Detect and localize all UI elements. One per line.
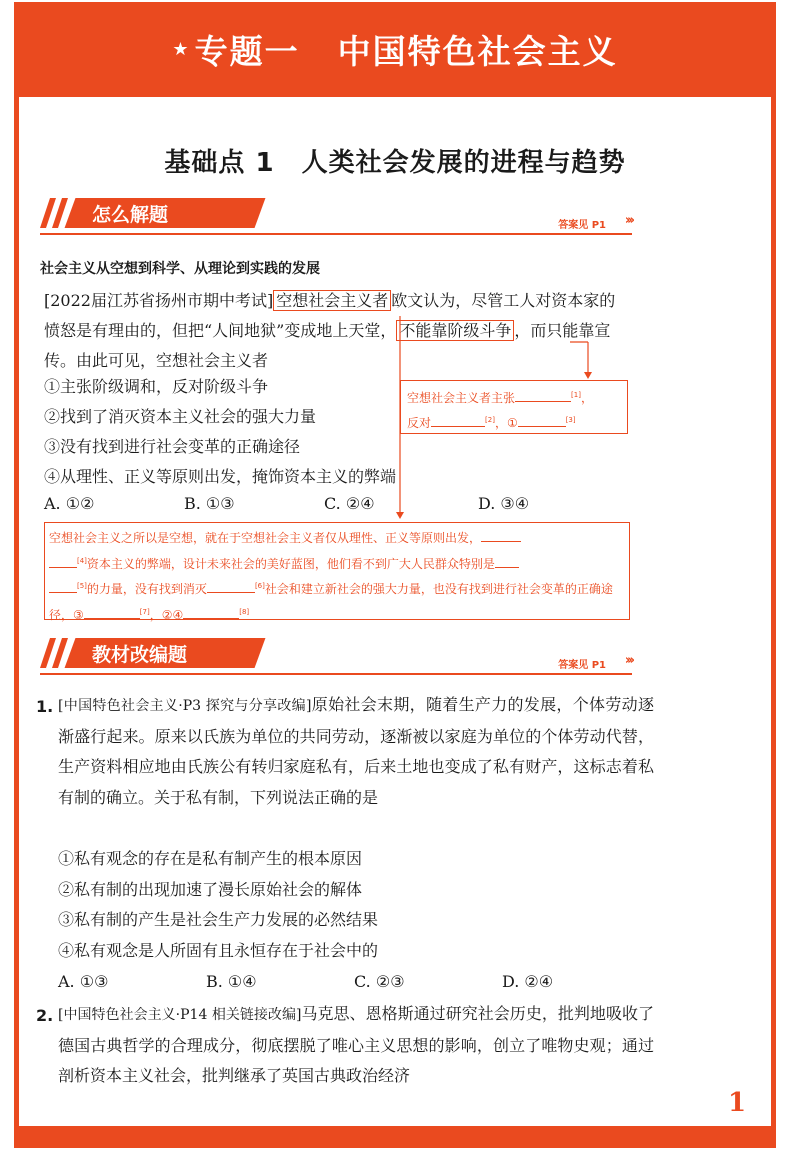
arrows-icon: ››› — [624, 213, 632, 228]
question-source: [中国特色社会主义·P3 探究与分享改编] — [58, 698, 312, 714]
option-item: ②找到了消灭资本主义社会的强大力量 — [44, 407, 317, 426]
annotation-box-large: 空想社会主义之所以是空想，就在于空想社会主义者仅从理性、正义等原则出发， [4]资本主义的弊端，设计未来社会的美好蓝图，他们看不到广大人民群众特别是 [5]的力量，没有找到消灭 [6]社会和建立新社会的强大力量，也没有找到进行社会变革的正确途径，③ [7]，②④ [8] — [44, 522, 630, 620]
footer-band — [14, 1126, 776, 1148]
section-label: 教材改编题 — [92, 644, 188, 666]
answer-reference: 答案见 P1 — [558, 660, 606, 671]
annotation-box-small: 空想社会主义者主张 [1]， 反对 [2]，① [3] — [400, 380, 628, 434]
section-header-textbook — [40, 638, 632, 680]
section-label: 怎么解题 — [92, 204, 169, 226]
arrows-icon: ››› — [624, 653, 632, 668]
question-source: [中国特色社会主义·P14 相关链接改编] — [58, 1007, 302, 1023]
option-item: ①私有观念的存在是私有制产生的根本原因 — [58, 849, 363, 868]
question-1-stem: [中国特色社会主义·P3 探究与分享改编]原始社会末期，随着生产力的发展，个体劳动逐渐盛行起来。原来以氏族为单位的共同劳动，逐渐被以家庭为单位的个体劳动代替，生产资料相应地由氏族公有转归家庭私有，后来土地也变成了私有财产，这标志着私有制的确立。关于私有制，下列说法正确的是 — [58, 695, 654, 807]
question-source: [2022届江苏省扬州市期中考试] — [44, 291, 274, 310]
option-item: ③没有找到进行社会变革的正确途径 — [44, 437, 301, 456]
choice-a[interactable]: A. ①② — [44, 494, 95, 513]
choice-b[interactable]: B. ①④ — [206, 972, 257, 991]
choice-c[interactable]: C. ②③ — [354, 972, 405, 991]
boxed-keyword: 空想社会主义者 — [273, 290, 391, 311]
point-title: 基础点 1 人类社会发展的进程与趋势 — [164, 148, 626, 178]
question-1-options — [58, 844, 558, 966]
page-number: 1 — [728, 1088, 747, 1118]
chapter-number: 专题一 — [194, 32, 300, 71]
choice-b[interactable]: B. ①③ — [184, 494, 235, 513]
answer-reference: 答案见 P1 — [558, 220, 606, 231]
choice-d[interactable]: D. ②④ — [502, 972, 554, 991]
question-2-stem: [中国特色社会主义·P14 相关链接改编]马克思、恩格斯通过研究社会历史，批判地吸收了德国古典哲学的合理成分，彻底摆脱了唯心主义思想的影响，创立了唯物史观；通过剖析资本主义社会，批判继承了英国古典政治经济 — [58, 1004, 654, 1085]
question-0-stem: [2022届江苏省扬州市期中考试] 空想社会主义者 欧文认为，尽管工人对资本家的愤怒是有理由的，但把“人间地狱”变成地上天堂， 不能靠阶级斗争 ，而只能靠宣传。由此可见，空想社会主义者 — [44, 291, 616, 370]
option-item: ②私有制的出现加速了漫长原始社会的解体 — [58, 879, 363, 899]
chapter-title: 中国特色社会主义 — [337, 32, 618, 71]
option-item: ④从理性、正义等原则出发，掩饰资本主义的弊端 — [44, 467, 397, 486]
option-item: ①主张阶级调和，反对阶级斗争 — [44, 377, 269, 396]
option-item: ④私有观念是人所固有且永恒存在于社会中的 — [58, 940, 379, 960]
choice-d[interactable]: D. ③④ — [478, 494, 530, 513]
boxed-keyword: 不能靠阶级斗争 — [396, 320, 514, 341]
question-1-number: 1. — [36, 697, 54, 716]
star-icon: ★ — [172, 39, 189, 60]
topic-subheading: 社会主义从空想到科学、从理论到实践的发展 — [40, 261, 320, 277]
choice-a[interactable]: A. ①③ — [58, 972, 109, 991]
option-item: ③私有制的产生是社会生产力发展的必然结果 — [58, 910, 379, 929]
question-2-number: 2. — [36, 1006, 54, 1025]
choice-c[interactable]: C. ②④ — [324, 494, 375, 513]
